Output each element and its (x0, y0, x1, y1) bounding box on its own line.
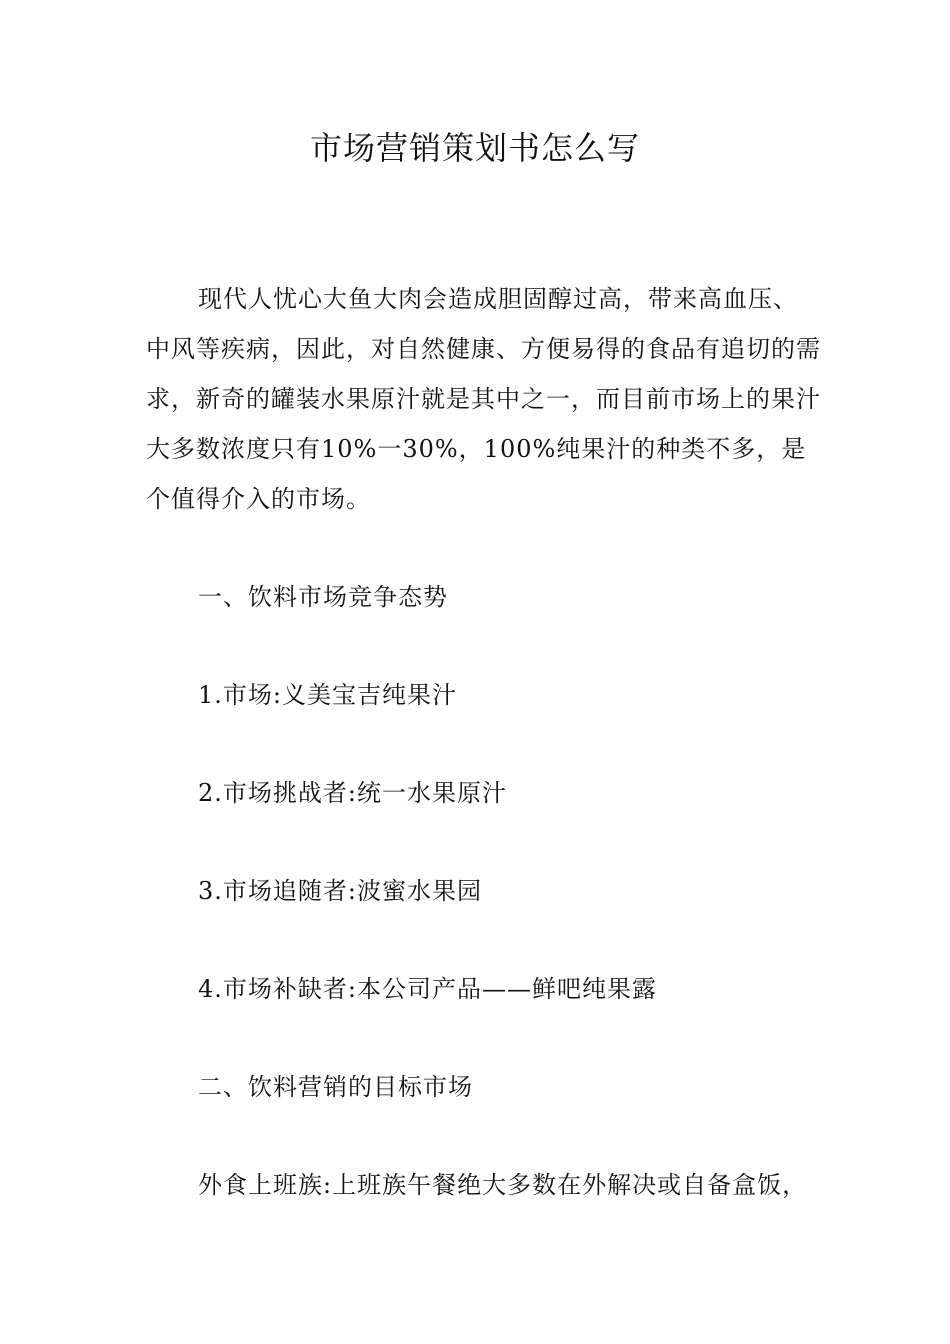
section-heading-competition: 一、饮料市场竞争态势 (198, 583, 448, 611)
paragraph-gap (146, 1014, 821, 1062)
list-item: 4.市场补缺者:本公司产品——鲜吧纯果露 (198, 975, 657, 1003)
intro-paragraph: 现代人忧心大鱼大肉会造成胆固醇过高，带来高血压、中风等疾病，因此，对自然健康、方便易得的食品有追切的需求，新奇的罐装水果原汁就是其中之一，而目前市场上的果汁大多数浓度只有10%一30%，100%纯果汁的种类不多，是个值得介入的市场。 (146, 285, 821, 513)
paragraph-gap (146, 622, 821, 670)
target-market-paragraph: 外食上班族:上班族午餐绝大多数在外解决或自备盒饭， (198, 1171, 808, 1199)
paragraph-gap (146, 1112, 821, 1160)
paragraph-gap (146, 916, 821, 964)
list-item: 3.市场追随者:波蜜水果园 (198, 877, 482, 905)
section-heading-target-market: 二、饮料营销的目标市场 (198, 1073, 473, 1101)
paragraph-gap (146, 524, 821, 572)
document-body (146, 274, 821, 1210)
list-item: 1.市场:义美宝吉纯果汁 (198, 681, 457, 709)
list-item: 2.市场挑战者:统一水果原汁 (198, 779, 507, 807)
paragraph-gap (146, 818, 821, 866)
paragraph-gap (146, 720, 821, 768)
document-title: 市场营销策划书怎么写 (309, 129, 640, 167)
